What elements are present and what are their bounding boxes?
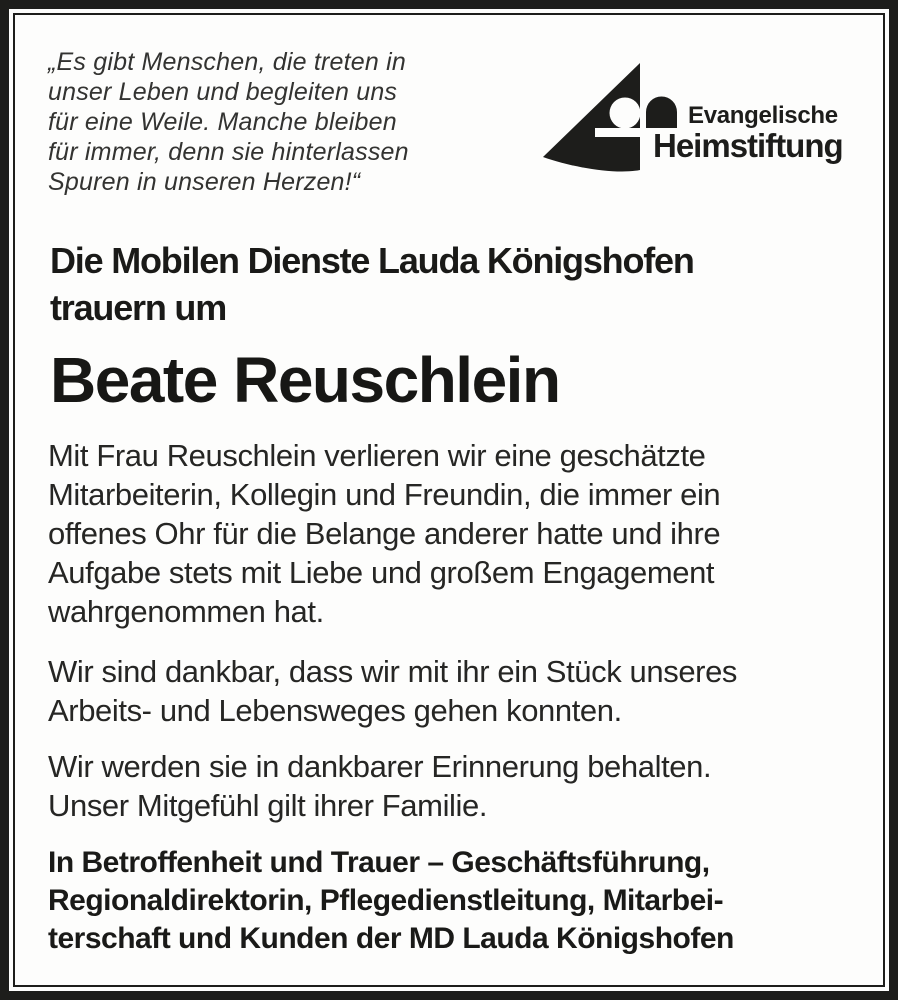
org-logo	[543, 62, 863, 177]
tribute-paragraph-2	[48, 652, 737, 730]
body-line: Arbeits- und Lebensweges gehen konnten.	[48, 693, 622, 728]
closing-line: Regionaldirektorin, Pflegedienstleitung, Mitarbei-	[48, 884, 724, 917]
logo-text-evangelische: Evangelische	[688, 102, 838, 129]
quote-line: für eine Weile. Manche bleiben	[48, 108, 397, 136]
quote-line: unser Leben und begleiten uns	[48, 78, 398, 106]
body-line: Mit Frau Reuschlein verlieren wir eine geschätzte	[48, 438, 706, 473]
quote-line: Spuren in unseren Herzen!“	[48, 168, 361, 196]
body-line: Wir sind dankbar, dass wir mit ihr ein Stück unseres	[48, 654, 738, 689]
announcement-line: Die Mobilen Dienste Lauda Königshofen	[50, 240, 694, 281]
announcement-heading	[50, 237, 694, 331]
quote-line: „Es gibt Menschen, die treten in	[48, 48, 406, 76]
quote-line: für immer, denn sie hinterlassen	[48, 138, 409, 166]
closing-line: In Betroffenheit und Trauer – Geschäftsführung,	[48, 846, 710, 879]
closing-line: terschaft und Kunden der MD Lauda Königshofen	[48, 922, 734, 955]
announcement-line: trauern um	[50, 287, 227, 328]
deceased-name: Beate Reuschlein	[50, 344, 560, 416]
body-line: Unser Mitgefühl gilt ihrer Familie.	[48, 788, 488, 823]
body-line: Aufgabe stets mit Liebe und großem Engagement	[48, 555, 715, 590]
body-line: wahrgenommen hat.	[48, 594, 324, 629]
closing-signature	[48, 844, 734, 958]
body-line: Mitarbeiterin, Kollegin und Freundin, die immer ein	[48, 477, 721, 512]
logo-text-heimstiftung: Heimstiftung	[653, 127, 843, 164]
body-line: Wir werden sie in dankbarer Erinnerung behalten.	[48, 749, 712, 784]
tribute-paragraph-1	[48, 436, 720, 631]
memorial-quote	[48, 47, 409, 197]
body-line: offenes Ohr für die Belange anderer hatte und ihre	[48, 516, 721, 551]
tribute-paragraph-3	[48, 747, 711, 825]
